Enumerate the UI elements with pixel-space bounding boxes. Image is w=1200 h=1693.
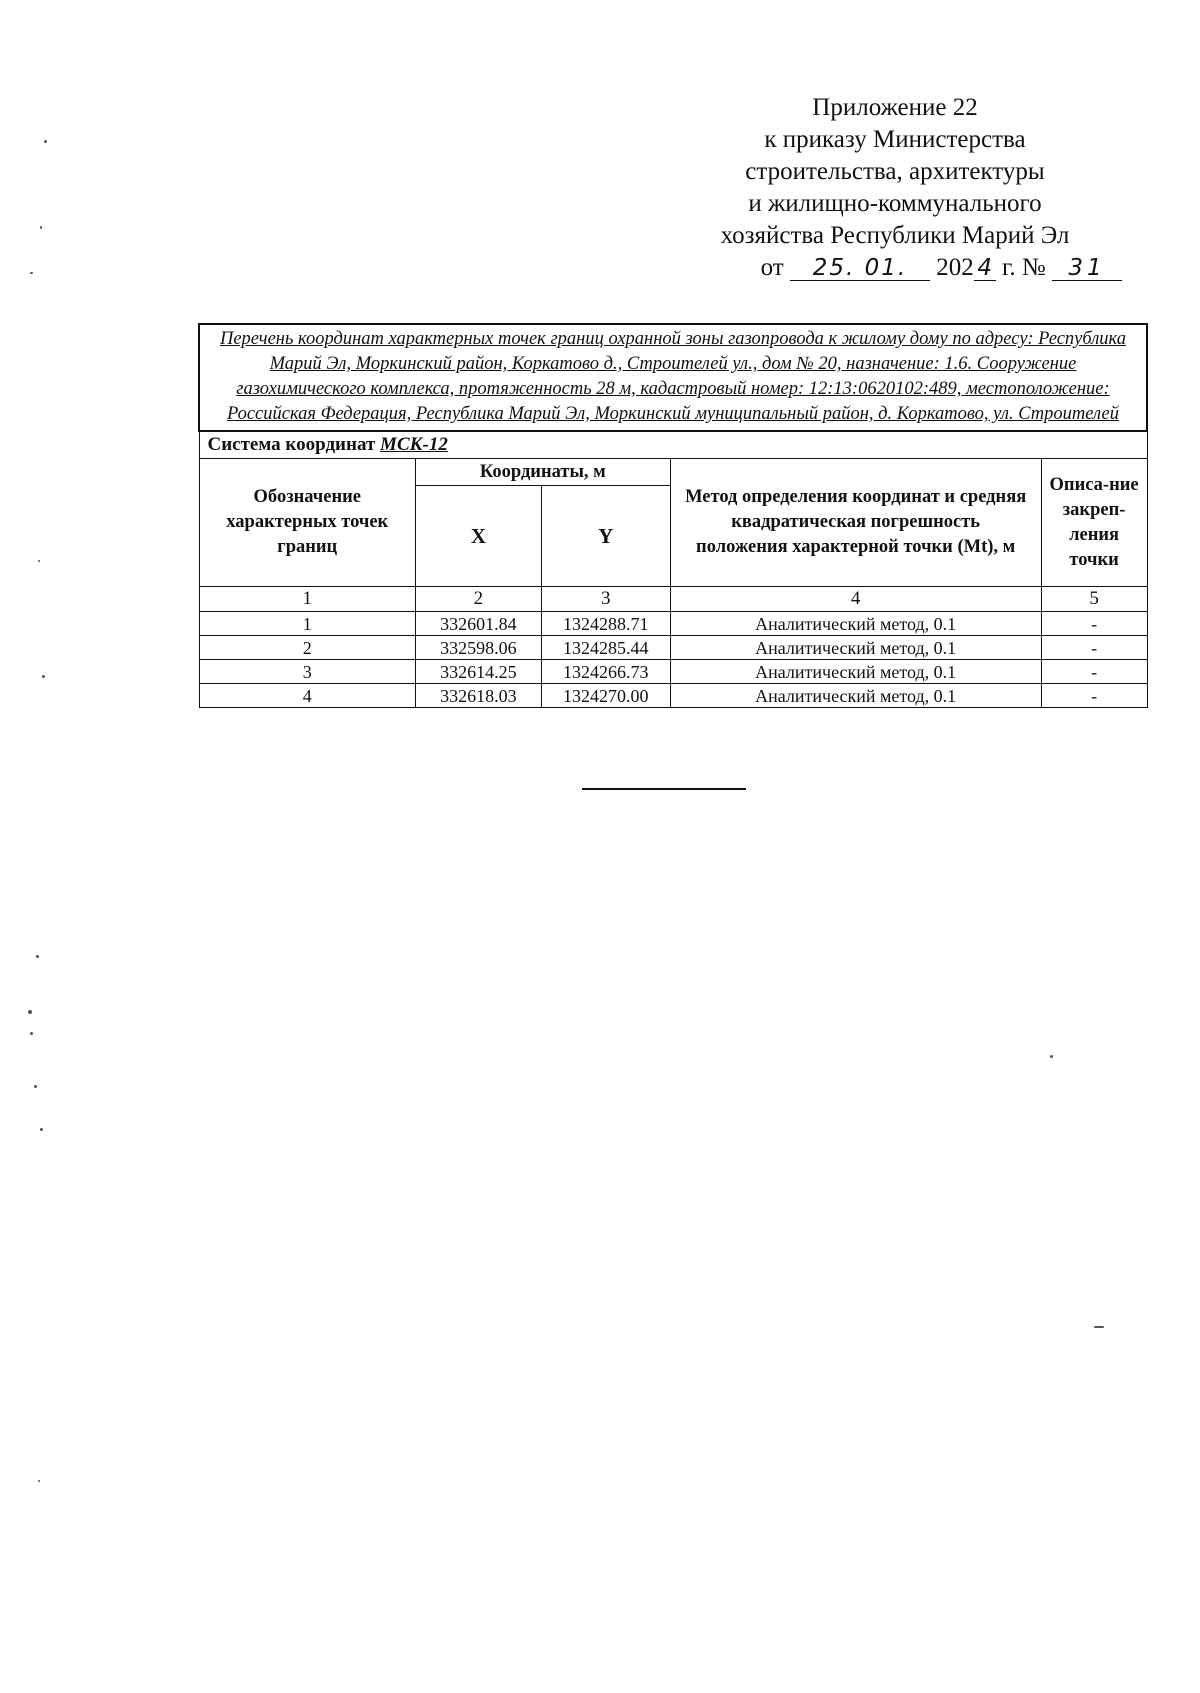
header-method: Метод определения координат и средняя квадратическая погрешность положения характерной точки (Mt), м bbox=[670, 459, 1041, 587]
description: - bbox=[1041, 660, 1147, 684]
coordinate-x: 332601.84 bbox=[416, 612, 542, 636]
table-row bbox=[199, 684, 1147, 708]
description: - bbox=[1041, 636, 1147, 660]
method: Аналитический метод, 0.1 bbox=[670, 684, 1041, 708]
handwritten-year-digit: 4 bbox=[974, 256, 996, 281]
scan-speck bbox=[38, 560, 40, 562]
order-date-line bbox=[660, 252, 1130, 284]
column-number: 1 bbox=[199, 587, 416, 612]
order-reference-line-2: строительства, архитектуры bbox=[745, 158, 1045, 185]
order-reference-line-4: хозяйства Республики Марий Эл bbox=[720, 222, 1070, 249]
header-x: X bbox=[416, 486, 542, 587]
coordinate-y: 1324266.73 bbox=[541, 660, 670, 684]
appendix-header bbox=[660, 92, 1130, 284]
column-number: 3 bbox=[541, 587, 670, 612]
method: Аналитический метод, 0.1 bbox=[670, 612, 1041, 636]
closing-divider-line bbox=[582, 788, 746, 790]
coordinate-y: 1324288.71 bbox=[541, 612, 670, 636]
point-number: 3 bbox=[199, 660, 416, 684]
date-prefix: от bbox=[760, 254, 784, 281]
header-y: Y bbox=[541, 486, 670, 587]
description: - bbox=[1041, 612, 1147, 636]
table-title: Перечень координат характерных точек границ охранной зоны газопровода к жилому дому по адресу: Республика Марий Эл, Моркинский район, Коркатово д., Строителей ул., дом № 20, назначение: 1.6. Сооружение газохимического комплекса, протяженность 28 м, кадастровый номер: 12:13:0620102:489, местоположение: Российская Федерация, Республика Марий Эл, Моркинский муниципальный район, д. Коркатово, ул. Строителей bbox=[199, 324, 1147, 431]
column-number: 5 bbox=[1041, 587, 1147, 612]
table-row bbox=[199, 612, 1147, 636]
scan-speck bbox=[1094, 1326, 1104, 1328]
description: - bbox=[1041, 684, 1147, 708]
coordinate-x: 332614.25 bbox=[416, 660, 542, 684]
coordinates-table bbox=[198, 323, 1148, 708]
scan-speck bbox=[40, 1128, 43, 1131]
scan-speck bbox=[1050, 1055, 1053, 1058]
handwritten-order-number: 31 bbox=[1052, 256, 1122, 281]
coordinate-x: 332618.03 bbox=[416, 684, 542, 708]
coordinate-y: 1324285.44 bbox=[541, 636, 670, 660]
coordinate-system-label: Система координат bbox=[207, 434, 376, 455]
point-number: 4 bbox=[199, 684, 416, 708]
scan-speck bbox=[36, 955, 39, 958]
header-designation: Обозначение характерных точек границ bbox=[199, 459, 416, 587]
table-row bbox=[199, 660, 1147, 684]
table-title-row bbox=[199, 324, 1147, 431]
header-description: Описа-ние закреп-ления точки bbox=[1041, 459, 1147, 587]
point-number: 1 bbox=[199, 612, 416, 636]
scan-speck bbox=[42, 675, 45, 678]
point-number: 2 bbox=[199, 636, 416, 660]
scan-speck bbox=[44, 140, 47, 143]
year-prefix: 202 bbox=[936, 254, 974, 281]
coordinate-system-row bbox=[199, 431, 1147, 459]
appendix-title: Приложение 22 bbox=[812, 94, 978, 121]
scan-speck bbox=[38, 1480, 40, 1482]
coordinate-y: 1324270.00 bbox=[541, 684, 670, 708]
column-number: 4 bbox=[670, 587, 1041, 612]
method: Аналитический метод, 0.1 bbox=[670, 636, 1041, 660]
header-coordinates: Координаты, м bbox=[416, 459, 671, 486]
scan-speck bbox=[30, 1032, 33, 1035]
number-prefix: г. № bbox=[1001, 254, 1046, 281]
scan-speck bbox=[30, 272, 33, 274]
coordinate-x: 332598.06 bbox=[416, 636, 542, 660]
scan-speck bbox=[34, 1085, 37, 1088]
method: Аналитический метод, 0.1 bbox=[670, 660, 1041, 684]
scan-speck bbox=[28, 1010, 32, 1014]
column-numbers-row bbox=[199, 587, 1147, 612]
table-row bbox=[199, 636, 1147, 660]
coordinate-system-value: МСК-12 bbox=[380, 434, 448, 455]
order-reference-line-1: к приказу Министерства bbox=[764, 126, 1026, 153]
scan-speck bbox=[40, 226, 42, 229]
column-number: 2 bbox=[416, 587, 542, 612]
order-reference-line-3: и жилищно-коммунального bbox=[748, 190, 1042, 217]
coordinate-system bbox=[199, 431, 1147, 459]
header-row-1 bbox=[199, 459, 1147, 486]
handwritten-date: 25. 01. bbox=[790, 256, 930, 281]
